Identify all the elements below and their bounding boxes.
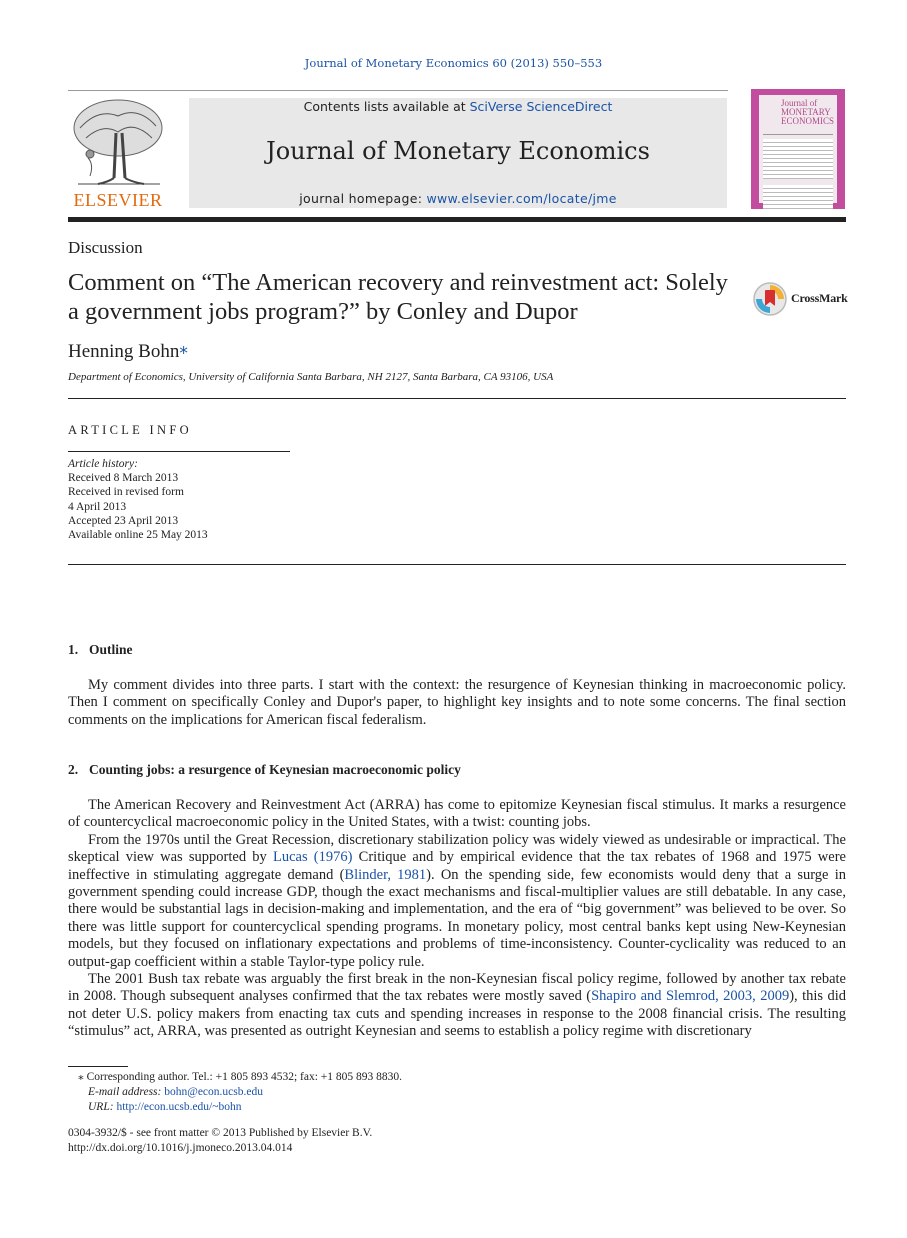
footnote-corresponding xyxy=(68,1070,768,1085)
homepage-link[interactable]: www.elsevier.com/locate/jme xyxy=(426,191,617,206)
divider xyxy=(68,564,846,565)
journal-cover-thumbnail[interactable] xyxy=(751,89,845,209)
corresponding-author-mark[interactable]: ⁎ xyxy=(179,338,188,357)
journal-citation[interactable]: Journal of Monetary Economics 60 (2013) 550–553 xyxy=(304,56,603,70)
header-rule xyxy=(68,217,846,222)
copyright-line: 0304-3932/$ - see front matter © 2013 Published by Elsevier B.V. xyxy=(68,1127,373,1139)
email-label: E-mail address: xyxy=(88,1086,162,1098)
citation-link-blinder[interactable]: Blinder, 1981 xyxy=(344,866,427,883)
section-number: 2. xyxy=(68,762,79,777)
contents-line xyxy=(189,99,727,114)
elsevier-wordmark: ELSEVIER xyxy=(73,190,163,210)
history-item: Available online 25 May 2013 xyxy=(68,529,208,542)
tree-icon xyxy=(68,98,168,188)
history-item: Accepted 23 April 2013 xyxy=(68,514,179,527)
paragraph: My comment divides into three parts. I start with the context: the resurgence of Keynesian thinking in macroeconomic policy. Then I comment on specifically Conley and Dupor's paper, to highlight key insights and to note some concerns. The final section comments on the implications for American fiscal federalism. xyxy=(68,677,846,728)
footnote-mark: ⁎ xyxy=(78,1071,84,1083)
homepage-prefix: journal homepage: xyxy=(299,191,427,206)
contents-prefix: Contents lists available at xyxy=(303,99,470,114)
history-item: Received 8 March 2013 xyxy=(68,472,179,485)
sciencedirect-link[interactable]: SciVerse ScienceDirect xyxy=(469,99,613,114)
url-label: URL: xyxy=(88,1101,114,1113)
crossmark-icon xyxy=(752,281,788,317)
header-divider xyxy=(68,90,728,91)
citation-link-shapiro-slemrod[interactable]: Shapiro and Slemrod, 2003, 2009 xyxy=(591,988,790,1005)
text-run: ), this did not deter U.S. policy makers from enacting tax cuts and spending increases in response to the 2008 financial crisis. The resulting “stimulus” act, ARRA, was presented as outright Keynesian and seems to establish a policy regime with discretionary xyxy=(68,988,846,1040)
section-heading-counting-jobs xyxy=(68,762,461,778)
section-number: 1. xyxy=(68,642,79,657)
section-title: Counting jobs: a resurgence of Keynesian macroeconomic policy xyxy=(89,762,461,777)
section-body-outline xyxy=(68,677,846,729)
paragraph: The American Recovery and Reinvestment Act (ARRA) has come to epitomize Keynesian fiscal stimulus. It marks a resurgence of countercyclical macroeconomic policy in the United States, with a twist: counting jobs. xyxy=(68,797,846,831)
cover-inner xyxy=(759,95,837,203)
section-body-counting-jobs xyxy=(68,797,846,1041)
crossmark-label[interactable]: CrossMark xyxy=(791,291,848,305)
text-run: ). On the spending side, few economists would deny that a surge in government spending could increase GDP, though the exact mechanisms and fiscal-multiplier values are still debatable. In any case, there would be substantial lags in decision-making and implementation, and the era of “big government” was believed to be over. So there was little support for countercyclical spending programs. In monetary policy, most central banks kept using New-Keynesian models, but they focused on inflationary expectations and problems of time-inconsistency. Counter-cyclicality was reduced to an output-gap coefficient within a stable Taylor-type policy rule. xyxy=(68,866,846,970)
paragraph xyxy=(68,832,846,971)
email-link[interactable]: bohn@econ.ucsb.edu xyxy=(164,1086,263,1098)
article-type-label: Discussion xyxy=(68,238,143,257)
doi-link[interactable]: http://dx.doi.org/10.1016/j.jmoneco.2013.04.014 xyxy=(68,1142,293,1154)
citation-link-lucas[interactable]: Lucas (1976) xyxy=(272,849,353,866)
author-text: Henning Bohn xyxy=(68,341,180,362)
author-name xyxy=(68,338,188,363)
url-link[interactable]: http://econ.ucsb.edu/~bohn xyxy=(116,1101,242,1113)
history-item: Received in revised form xyxy=(68,486,184,499)
text-run: From the 1970s until the Great Recession, discretionary stabilization policy was widely viewed as undesirable or impractical. The skeptical view was supported by xyxy=(68,831,846,866)
copyright-block xyxy=(68,1126,372,1156)
section-title: Outline xyxy=(89,642,133,657)
article-info-heading: ARTICLE INFO xyxy=(68,423,192,437)
homepage-line xyxy=(189,191,727,206)
section-heading-outline xyxy=(68,642,133,658)
footnote-rule xyxy=(68,1066,128,1067)
journal-title: Journal of Monetary Economics xyxy=(266,137,650,165)
text-run: Critique and by empirical evidence that the tax rebates of 1968 and 1975 were ineffective in stimulating aggregate demand ( xyxy=(68,849,846,883)
article-info-divider xyxy=(68,451,290,452)
article-title: Comment on “The American recovery and reinvestment act: Solely a government jobs program?” by Conley and Dupor xyxy=(68,269,728,325)
footnote-url xyxy=(68,1100,768,1115)
footnotes xyxy=(68,1070,768,1115)
footnote-email xyxy=(68,1085,768,1100)
cover-title: Journal of MONETARY ECONOMICS xyxy=(781,98,835,126)
history-label: Article history: xyxy=(68,458,138,470)
author-affiliation: Department of Economics, University of California Santa Barbara, NH 2127, Santa Barbara, CA 93106, USA xyxy=(68,371,554,383)
history-item: 4 April 2013 xyxy=(68,500,127,513)
divider xyxy=(68,398,846,399)
article-history xyxy=(68,457,208,542)
paragraph xyxy=(68,971,846,1041)
footnote-text: Corresponding author. Tel.: +1 805 893 4532; fax: +1 805 893 8830. xyxy=(86,1071,403,1083)
text-run: The 2001 Bush tax rebate was arguably the first break in the non-Keynesian fiscal policy regime, followed by another tax rebate in 2008. Though subsequent analyses confirmed that the tax rebates were mostly saved ( xyxy=(68,971,846,1005)
